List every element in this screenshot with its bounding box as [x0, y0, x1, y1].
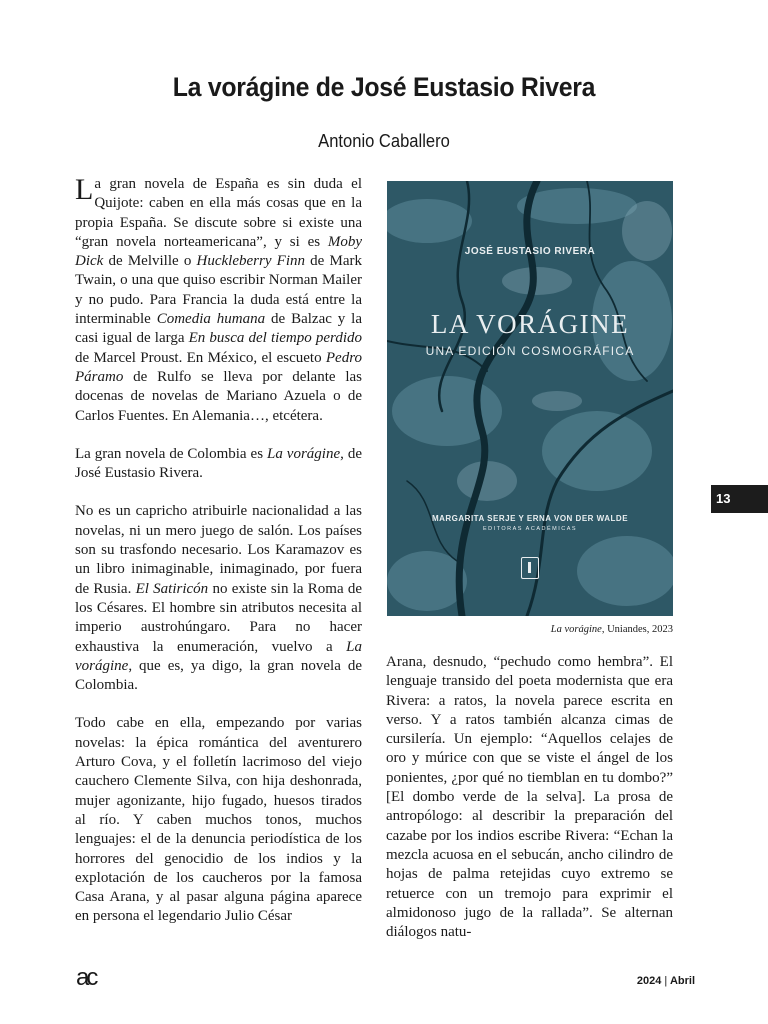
drop-cap: L	[75, 173, 94, 206]
italic-title: La vorágine	[550, 624, 602, 635]
left-column	[75, 175, 362, 946]
article-title: La vorágine de José Eustasio Rivera	[172, 72, 596, 102]
cover-subtitle: UNA EDICIÓN COSMOGRÁFICA	[425, 344, 635, 358]
magazine-logo: ac	[76, 964, 96, 991]
italic-title: La vorágine	[267, 445, 341, 462]
paragraph-5: Arana, desnudo, “pechudo como hembra”. El lenguaje transido del poeta modernista que era Rivera: a ratos, la novela parece escrita en verso. Y a ratos también alcanza cimas de cursilería. Un ejemplo: “Aquellos celajes de oro y múrice con que se viste el ángel de los ponientes, ¿por qué no tiemblan en tu dombo?” [El dombo verde de la selva]. La prosa de antropólogo: al describir la preparación del cazabe por los indios escribe Rivera: “Echan la mezcla acuosa en el sebucán, ancho cilindro de hojas de palma retejidas cuyo extremo se retuerce con un tremojo para exprimir el almidonoso jugo de la rallada”. Se alternan diálogos natu-	[386, 654, 673, 941]
paragraph-1-text: a gran novela de España es sin duda el Quijote: caben en ella más cosas que en la propia España. Se discute sobre si existe una “gran novela norteamericana”, y si es Moby Dick de Melville o Huckleberry Finn de Mark Twain, o una que quiso escribir Norman Mailer y no pudo. Para Francia la duda está entre la interminable Comedia humana de Balzac y la casi igual de larga En busca del tiempo perdido de Marcel Proust. En México, el escueto Pedro Páramo de Rulfo se lleva por delante las docenas de novelas de Mariano Azuela o de Carlos Fuentes. En Alemania…, etcétera.	[75, 176, 363, 424]
footer-separator: |	[664, 975, 668, 987]
paragraph-1	[75, 175, 362, 426]
italic-title: Huckleberry Finn	[196, 253, 305, 270]
italic-title: Moby Dick	[75, 233, 362, 270]
article-author: Antonio Caballero	[318, 131, 450, 151]
italic-title: Pedro Páramo	[75, 349, 362, 385]
cover-publisher: EDITORAS ACADÉMICAS	[482, 526, 578, 532]
cover-title: LA VORÁGINE	[430, 309, 630, 339]
footer-date	[637, 975, 695, 987]
book-cover-image	[387, 181, 673, 616]
cover-editors: MARGARITA SERJE Y ERNA VON DER WALDE	[431, 514, 629, 523]
publisher-logo-icon	[521, 557, 539, 579]
image-caption: La vorágine, Uniandes, 2023	[550, 624, 673, 635]
italic-title: Comedia humana	[156, 311, 266, 328]
right-column	[386, 653, 673, 961]
italic-title: La vorágine	[75, 638, 362, 674]
page-number-tab: 13	[711, 485, 768, 513]
paragraph-4: Todo cabe en ella, empezando por varias novelas: la épica romántica del aventurero Arturo Cova, y el folletín lacrimoso del viejo cauchero Clemente Silva, con hija deshonrada, mujer agonizante, hijo fugado, huesos tirados al río. Y caben muchos tonos, muchos lenguajes: el de la denuncia periodística de los horrores del genocidio de los indios y la explotación de los caucheros por la famosa Casa Arana, y al pasar alguna página aparece en persona el legendario Julio César	[75, 715, 362, 925]
italic-title: En busca del tiempo perdido	[188, 330, 362, 347]
italic-title: El Satiricón	[135, 580, 209, 597]
footer-month: Abril	[669, 975, 695, 987]
cover-author: JOSÉ EUSTASIO RIVERA	[464, 246, 596, 257]
footer-year: 2024	[636, 975, 662, 987]
paragraph-2: La gran novela de Colombia es La vorágine, de José Eustasio Rivera.	[75, 445, 362, 482]
paragraph-3: No es un capricho atribuirle nacionalidad a las novelas, ni un mero juego de salón. Los países son su trasfondo necesario. Los Karamazov es un libro inimaginable, inimaginado, por fuera de Rusia. El Satiricón no existe sin la Roma de los Césares. El hombre sin atributos necesita al imperio austrohúngaro. Para no hacer exhaustiva la enumeración, vuelvo a La vorágine, que es, ya digo, la gran novela de Colombia.	[75, 503, 363, 694]
